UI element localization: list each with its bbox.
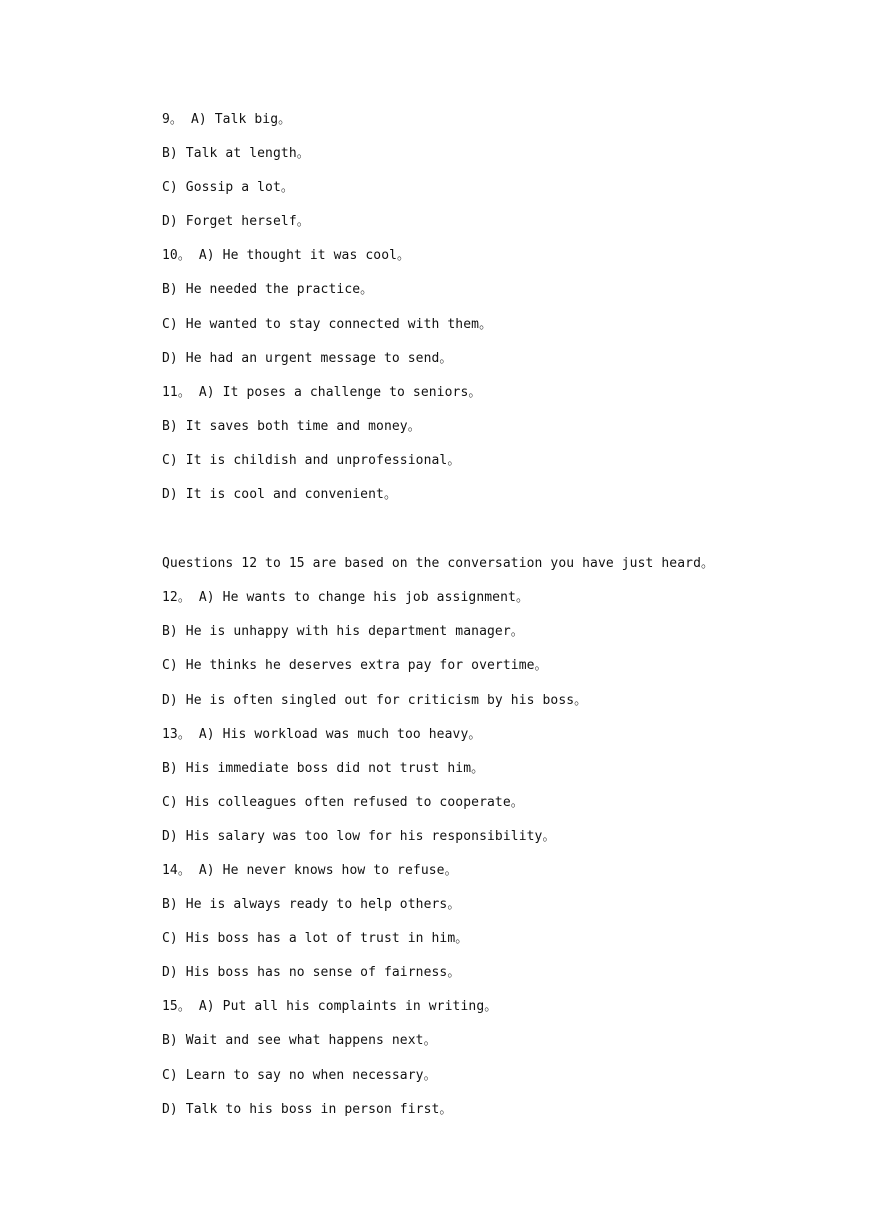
q11-line: 11。 A) It poses a challenge to seniors。 [162, 384, 482, 400]
q9-option-d: D) Forget herself。 [162, 214, 310, 230]
q15-line: 15。 A) Put all his complaints in writing。 [162, 999, 498, 1015]
q11-option-c: C) It is childish and unprofessional。 [162, 452, 461, 468]
q9-line: 9。 A) Talk big。 [162, 112, 292, 127]
section-spacer [162, 520, 842, 555]
q12-line: 12。 A) He wants to change his job assignment。 [162, 590, 530, 606]
q12-option-d: D) He is often singled out for criticism by his boss。 [162, 692, 588, 708]
q14-option-d: D) His boss has no sense of fairness。 [162, 965, 461, 981]
q12-option-b: B) He is unhappy with his department manager。 [162, 624, 524, 640]
q12-option-c: C) He thinks he deserves extra pay for overtime。 [162, 658, 548, 674]
section-heading: Questions 12 to 15 are based on the conversation you have just heard。 [162, 556, 715, 572]
q13-option-d: D) His salary was too low for his responsibility。 [162, 828, 556, 844]
q14-option-b: B) He is always ready to help others。 [162, 897, 461, 913]
q13-option-c: C) His colleagues often refused to cooperate。 [162, 794, 524, 810]
q10-option-d: D) He had an urgent message to send。 [162, 350, 453, 366]
q10-line: 10。 A) He thought it was cool。 [162, 248, 411, 264]
q14-option-c: C) His boss has a lot of trust in him。 [162, 931, 469, 947]
q11-option-b: B) It saves both time and money。 [162, 418, 421, 434]
q9-option-b: B) Talk at length。 [162, 146, 310, 162]
q15-option-d: D) Talk to his boss in person first。 [162, 1101, 453, 1117]
q15-option-b: B) Wait and see what happens next。 [162, 1033, 437, 1049]
q10-option-b: B) He needed the practice。 [162, 282, 374, 298]
q11-option-d: D) It is cool and convenient。 [162, 487, 398, 503]
q14-line: 14。 A) He never knows how to refuse。 [162, 862, 458, 878]
q15-option-c: C) Learn to say no when necessary。 [162, 1067, 437, 1083]
q9-option-c: C) Gossip a lot。 [162, 180, 294, 196]
q10-option-c: C) He wanted to stay connected with them。 [162, 316, 493, 332]
q13-line: 13。 A) His workload was much too heavy。 [162, 726, 482, 742]
q13-option-b: B) His immediate boss did not trust him。 [162, 760, 485, 776]
document-page [162, 111, 842, 1135]
